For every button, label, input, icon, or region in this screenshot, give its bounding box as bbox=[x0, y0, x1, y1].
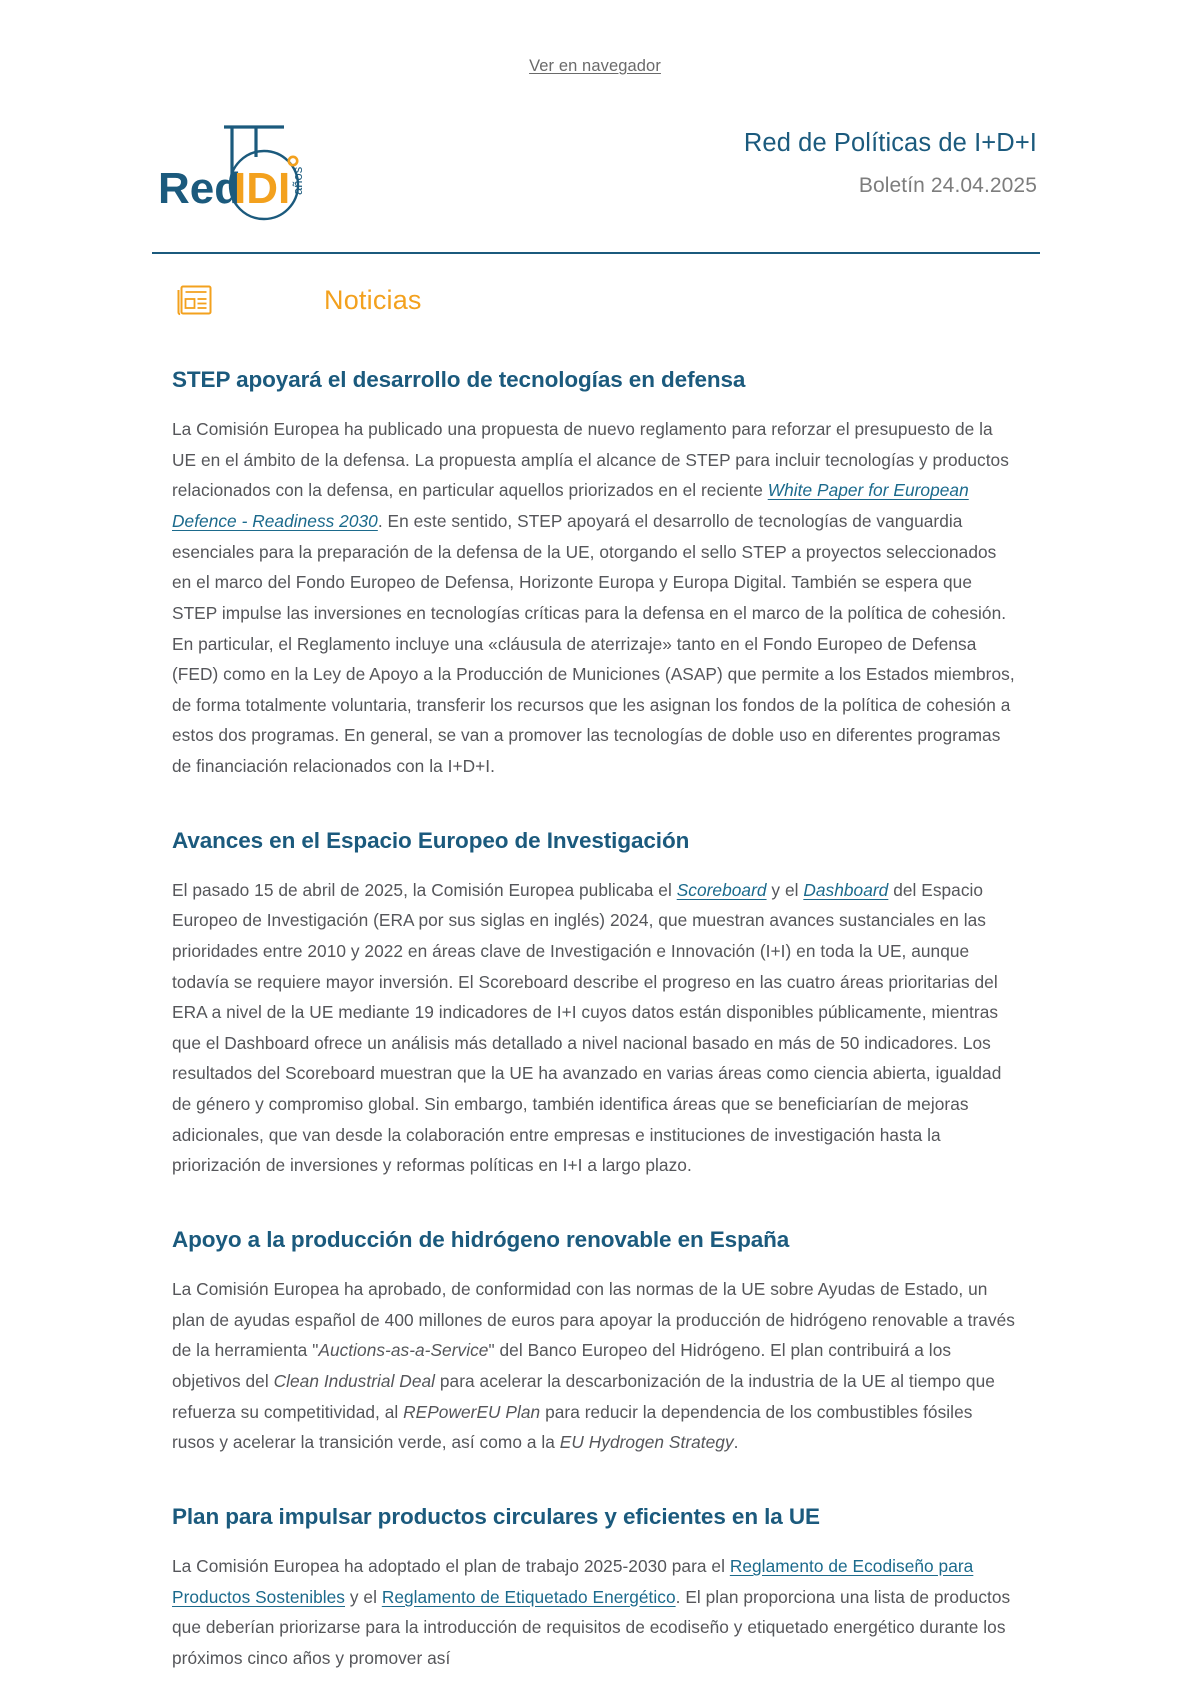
article-body bbox=[172, 414, 1018, 781]
article-text: del Espacio Europeo de Investigación (ERA por sus siglas en inglés) 2024, que muestran avances sustanciales en las prioridades entre 2010 y 2022 en áreas clave de Investigación e Innovación (I+I) en toda la UE, aunque todavía se requiere mayor inversión. El Scoreboard describe el progreso en las cuatro áreas prioritarias del ERA a nivel de la UE mediante 19 indicadores de I+I cuyos datos están disponibles públicamente, mientras que el Dashboard ofrece un análisis más detallado a nivel nacional basado en más de 50 indicadores. Los resultados del Scoreboard muestran que la UE ha avanzado en varias áreas como ciencia abierta, igualdad de género y compromiso global. Sin embargo, también identifica áreas que se beneficiarían de mejoras adicionales, que van desde la colaboración entre empresas e instituciones de investigación hasta la priorización de inversiones y reformas políticas en I+I a largo plazo. bbox=[172, 879, 1002, 1176]
article-text: La Comisión Europea ha adoptado el plan de trabajo 2025-2030 para el bbox=[172, 1556, 730, 1577]
article-text: El pasado 15 de abril de 2025, la Comisión Europea publicaba el bbox=[172, 879, 677, 900]
section-title-noticias: Noticias bbox=[324, 284, 422, 315]
articles-container bbox=[0, 365, 1190, 1674]
article-heading: Avances en el Espacio Europeo de Investigación bbox=[172, 827, 690, 853]
section-header-noticias bbox=[0, 254, 1190, 319]
svg-text:IDI: IDI bbox=[234, 164, 291, 213]
article-emphasis-eu-hydrogen-strategy: EU Hydrogen Strategy bbox=[559, 1432, 734, 1453]
article-text: " del Banco Europeo del Hidrógeno. El plan contribuirá a los objetivos del bbox=[172, 1340, 952, 1391]
article-link-scoreboard[interactable]: Scoreboard bbox=[676, 879, 767, 900]
article-heading: Apoyo a la producción de hidrógeno renovable en España bbox=[172, 1226, 790, 1252]
article-link-ecodiseno[interactable]: Reglamento de Ecodiseño para Productos Sostenibles bbox=[172, 1556, 974, 1607]
article-text: . El plan proporciona una lista de productos que deberían priorizarse para la introducción de requisitos de ecodiseño y etiquetado energético durante los próximos cinco años y promover así bbox=[172, 1586, 1011, 1668]
article-text: . En este sentido, STEP apoyará el desarrollo de tecnologías de vanguardia esenciales para la preparación de la defensa de la UE, otorgando el sello STEP a proyectos seleccionados en el marco del Fondo Europeo de Defensa, Horizonte Europa y Europa Digital. También se espera que STEP impulse las inversiones en tecnologías críticas para la defensa en el marco de la política de cohesión. En particular, el Reglamento incluye una «cláusula de aterrizaje» tanto en el Fondo Europeo de Defensa (FED) como en la Ley de Apoyo a la Producción de Municiones (ASAP) que permite a los Estados miembros, de forma totalmente voluntaria, transferir los recursos que les asignan los fondos de la política de cohesión a estos dos programas. En general, se van a promover las tecnologías de doble uso en diferentes programas de financiación relacionados con la I+D+I. bbox=[172, 511, 1015, 776]
svg-text:años: años bbox=[290, 166, 305, 195]
article-body bbox=[172, 875, 1018, 1181]
logo-redidi[interactable] bbox=[152, 98, 367, 228]
newsletter-title: Red de Políticas de I+D+I bbox=[743, 128, 1037, 157]
article-emphasis-clean-industrial-deal: Clean Industrial Deal bbox=[273, 1370, 436, 1391]
view-in-browser-link[interactable]: Ver en navegador bbox=[529, 57, 661, 75]
article-text: y el bbox=[766, 879, 804, 900]
article-step bbox=[172, 365, 1018, 782]
article-text: y el bbox=[345, 1586, 382, 1607]
article-text: La Comisión Europea ha publicado una propuesta de nuevo reglamento para reforzar el presupuesto de la UE en el ámbito de la defensa. La propuesta amplía el alcance de STEP para incluir tecnologías y productos relacionados con la defensa, en particular aquellos priorizados en el reciente bbox=[172, 419, 1009, 501]
article-link-etiquetado[interactable]: Reglamento de Etiquetado Energético bbox=[381, 1586, 676, 1607]
header bbox=[0, 76, 1190, 228]
svg-text:Red: Red bbox=[158, 164, 242, 213]
article-link-dashboard[interactable]: Dashboard bbox=[803, 879, 889, 900]
article-link-white-paper[interactable]: White Paper for European Defence - Readiness 2030 bbox=[172, 480, 969, 532]
article-text: para acelerar la descarbonización de la industria de la UE al tiempo que refuerza su competitividad, al bbox=[172, 1370, 995, 1422]
article-text: para reducir la dependencia de los combustibles fósiles rusos y acelerar la transición verde, así como a la bbox=[172, 1401, 973, 1453]
newspaper-icon bbox=[176, 281, 216, 319]
article-body bbox=[172, 1551, 1018, 1673]
article-heading: STEP apoyará el desarrollo de tecnologías en defensa bbox=[172, 367, 746, 392]
header-titles bbox=[744, 129, 1040, 198]
article-emphasis-repowereu: REPowerEU Plan bbox=[403, 1401, 541, 1422]
article-heading: Plan para impulsar productos circulares y eficientes en la UE bbox=[172, 1503, 820, 1529]
newsletter-date: Boletín 24.04.2025 bbox=[858, 173, 1037, 197]
article-body bbox=[172, 1274, 1018, 1458]
article-era bbox=[172, 826, 1018, 1181]
article-text: La Comisión Europea ha aprobado, de conformidad con las normas de la UE sobre Ayudas de Estado, un plan de ayudas español de 400 millones de euros para apoyar la producción de hidrógeno renovable a través de la herramienta " bbox=[172, 1279, 1016, 1361]
article-hidrogeno bbox=[172, 1225, 1018, 1458]
article-ecodiseno bbox=[172, 1502, 1018, 1674]
article-text: . bbox=[733, 1432, 739, 1453]
article-emphasis-auctions: Auctions-as-a-Service bbox=[318, 1340, 489, 1361]
preheader bbox=[0, 0, 1190, 76]
